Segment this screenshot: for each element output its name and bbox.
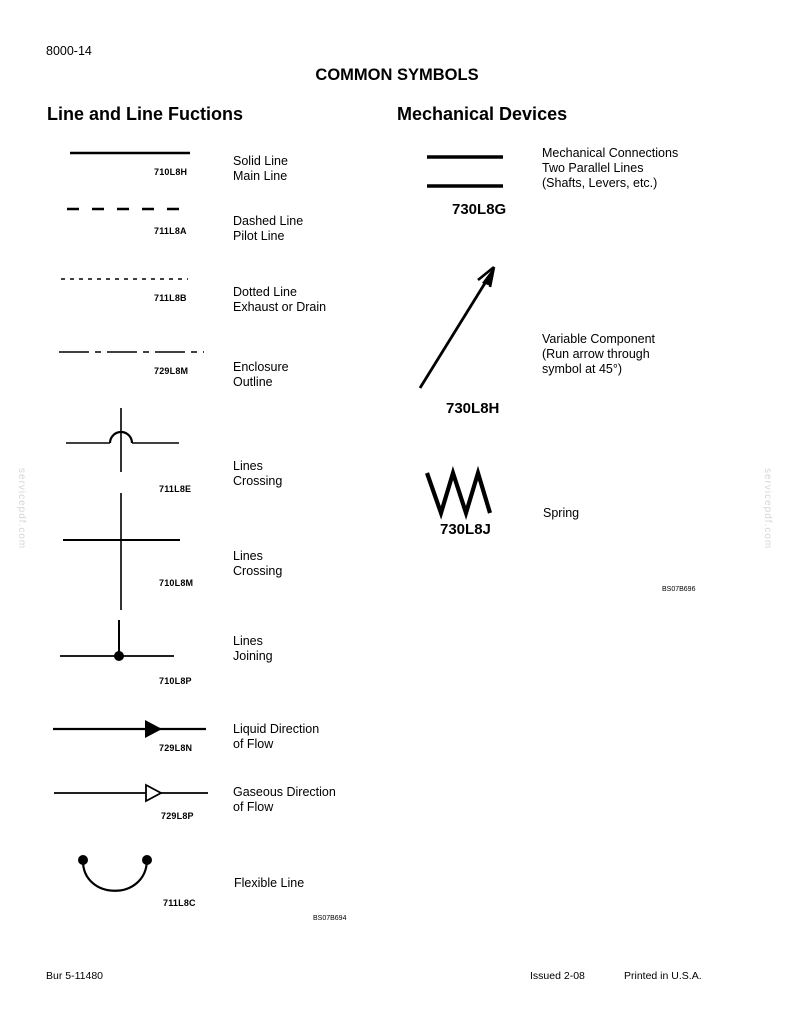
watermark-right: servicepdf.com bbox=[762, 468, 773, 550]
symbol-label-line1: Lines bbox=[233, 459, 263, 473]
symbol-label bbox=[233, 285, 326, 315]
symbol-code: 730L8G bbox=[452, 201, 507, 218]
symbol-label-line1: Mechanical Connections bbox=[542, 146, 679, 160]
symbol-label bbox=[542, 146, 678, 191]
footer-printed: Printed in U.S.A. bbox=[624, 970, 702, 982]
symbol-code: 710L8M bbox=[159, 578, 194, 588]
footer-doc-number: Bur 5-11480 bbox=[46, 970, 104, 982]
symbol-label-line1: Lines bbox=[233, 634, 263, 648]
figure-reference-right: BS07B696 bbox=[662, 586, 696, 593]
symbol-label-line2: Joining bbox=[233, 649, 273, 663]
symbol-label-line1: Solid Line bbox=[233, 154, 288, 168]
symbol-label bbox=[233, 459, 282, 489]
flexible-line-icon bbox=[78, 855, 152, 891]
symbol-label-line2: Pilot Line bbox=[233, 229, 285, 243]
symbol-code: 730L8J bbox=[440, 521, 491, 538]
symbol-code: 710L8P bbox=[159, 676, 192, 686]
symbol-label-line1: Gaseous Direction bbox=[233, 785, 336, 799]
watermark-left: servicepdf.com bbox=[16, 468, 27, 550]
symbol-label-line1: Lines bbox=[233, 549, 263, 563]
symbol-label-line2: of Flow bbox=[233, 800, 274, 814]
symbol-label-line3: symbol at 45°) bbox=[542, 362, 623, 376]
filled-arrow-icon bbox=[53, 720, 206, 738]
symbol-label bbox=[233, 214, 303, 244]
left-section-heading: Line and Line Fuctions bbox=[47, 104, 244, 124]
symbol-code: 729L8P bbox=[161, 811, 194, 821]
page-title: COMMON SYMBOLS bbox=[315, 66, 479, 84]
lines-crossing-hop-icon bbox=[66, 408, 179, 472]
symbol-label bbox=[233, 722, 319, 752]
symbol-label bbox=[233, 549, 282, 579]
symbol-label-line1: Dashed Line bbox=[233, 214, 304, 228]
symbol-label bbox=[233, 785, 336, 815]
symbol-code: 729L8N bbox=[159, 743, 193, 753]
symbol-code: 729L8M bbox=[154, 366, 189, 376]
symbol-label-line1: Flexible Line bbox=[234, 876, 305, 890]
symbol-code: 711L8E bbox=[159, 484, 192, 494]
lines-crossing-plain-icon bbox=[63, 493, 180, 610]
symbol-label-line3: (Shafts, Levers, etc.) bbox=[542, 176, 658, 190]
lines-joining-dot-icon bbox=[60, 620, 174, 661]
symbol-label bbox=[233, 360, 289, 390]
symbol-label-line2: Two Parallel Lines bbox=[542, 161, 644, 175]
right-section-heading: Mechanical Devices bbox=[397, 104, 568, 124]
symbol-code: 711L8B bbox=[154, 293, 187, 303]
symbol-label bbox=[233, 634, 273, 664]
symbol-code: 711L8C bbox=[163, 898, 196, 908]
symbol-label-line2: of Flow bbox=[233, 737, 274, 751]
spring-zigzag-icon bbox=[427, 473, 490, 513]
symbol-label-line1: Liquid Direction bbox=[233, 722, 320, 736]
diagonal-arrow-icon bbox=[420, 267, 494, 388]
symbol-label-line1: Spring bbox=[543, 506, 580, 520]
symbol-code: 710L8H bbox=[154, 167, 188, 177]
parallel-lines-icon bbox=[427, 157, 503, 186]
symbol-label-line2: Crossing bbox=[233, 474, 283, 488]
footer-issued: Issued 2-08 bbox=[530, 970, 585, 982]
symbol-label-line2: Exhaust or Drain bbox=[233, 300, 327, 314]
symbol-code: 711L8A bbox=[154, 226, 187, 236]
page-number: 8000-14 bbox=[46, 44, 92, 58]
symbol-label-line2: Outline bbox=[233, 375, 273, 389]
symbol-label-line1: Variable Component bbox=[542, 332, 656, 346]
hollow-arrow-icon bbox=[54, 785, 208, 801]
symbol-code: 730L8H bbox=[446, 400, 500, 417]
symbol-label bbox=[233, 154, 288, 184]
figure-reference-left: BS07B694 bbox=[313, 915, 347, 922]
symbol-label bbox=[542, 332, 655, 377]
symbol-label-line2: (Run arrow through bbox=[542, 347, 650, 361]
symbol-label-line2: Crossing bbox=[233, 564, 283, 578]
symbol-label-line1: Dotted Line bbox=[233, 285, 297, 299]
symbol-label-line2: Main Line bbox=[233, 169, 288, 183]
symbol-label-line1: Enclosure bbox=[233, 360, 289, 374]
